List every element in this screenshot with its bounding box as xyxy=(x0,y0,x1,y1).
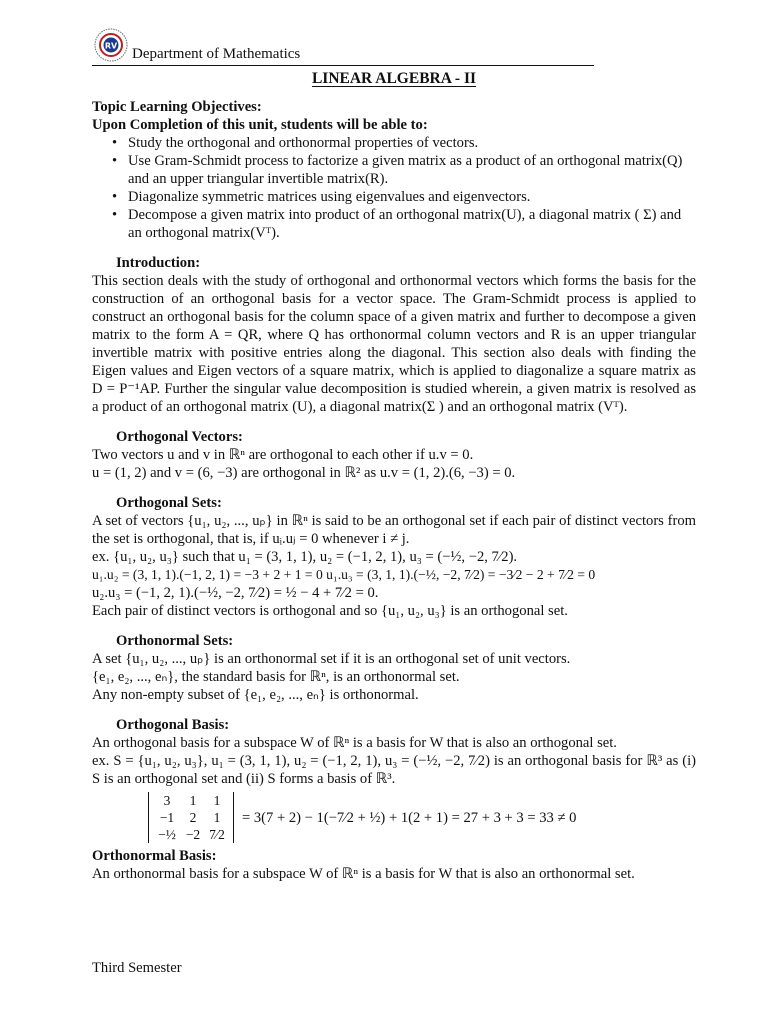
determinant-matrix xyxy=(148,792,234,843)
orthonormal-basis-text: An orthonormal basis for a subspace W of ℝⁿ is a basis for W that is also an orthonormal set. xyxy=(92,866,635,882)
orthogonal-sets-line: ex. {u₁, u₂, u₃} such that u₁ = (3, 1, 1), u₂ = (−1, 2, 1), u₃ = (−½, −2, 7⁄2). xyxy=(92,549,518,565)
document-page xyxy=(92,28,696,1008)
orthogonal-basis-line: ex. S = {u₁, u₂, u₃}, u₁ = (3, 1, 1), u₂ = (−1, 2, 1), u₃ = (−½, −2, 7⁄2) is an orthogonal basis for ℝ³ as (i) S is an orthogonal set and (ii) S forms a basis of ℝ³. xyxy=(92,753,696,787)
objective-item: • Study the orthogonal and orthonormal properties of vectors. xyxy=(108,134,696,152)
matrix-cell: −2 xyxy=(185,827,201,842)
matrix-cell: −½ xyxy=(158,827,176,842)
orthogonal-sets-heading: Orthogonal Sets: xyxy=(116,495,222,511)
orthonormal-sets-line: Any non-empty subset of {e₁, e₂, ..., eₙ} is orthonormal. xyxy=(92,687,419,703)
header-rule xyxy=(92,65,594,66)
svg-text:RV: RV xyxy=(104,41,118,51)
document-title-text: LINEAR ALGEBRA - II xyxy=(311,70,477,87)
matrix-cell: −1 xyxy=(159,810,175,825)
main-content xyxy=(92,98,696,883)
orthogonal-sets-line: u₂.u₃ = (−1, 2, 1).(−½, −2, 7⁄2) = ½ − 4 + 7⁄2 = 0. xyxy=(92,585,379,601)
orthogonal-vectors-line: u = (1, 2) and v = (6, −3) are orthogonal in ℝ² as u.v = (1, 2).(6, −3) = 0. xyxy=(92,465,516,481)
orthogonal-sets-line: u₁.u₂ = (3, 1, 1).(−1, 2, 1) = −3 + 2 + 1 = 0 u₁.u₃ = (3, 1, 1).(−½, −2, 7⁄2) = −3⁄2 − 2 + 7⁄2 = 0 xyxy=(92,567,596,582)
objective-item: • Diagonalize symmetric matrices using eigenvalues and eigenvectors. xyxy=(108,188,696,206)
university-logo-icon xyxy=(94,28,128,62)
orthogonal-vectors-line: Two vectors u and v in ℝⁿ are orthogonal to each other if u.v = 0. xyxy=(92,447,474,463)
page-header xyxy=(92,28,696,68)
determinant-equation xyxy=(148,792,696,843)
matrix-cell: 1 xyxy=(213,793,221,808)
matrix-cell: 1 xyxy=(189,793,197,808)
orthonormal-basis-heading: Orthonormal Basis: xyxy=(92,848,217,864)
introduction-text: This section deals with the study of orthogonal and orthonormal vectors which forms the basis for the construction of an orthogonal basis for a vector space. The Gram-Schmidt process is applied to construct an orthogonal basis for the column space of a given matrix and further to decompose a given matrix to the form A = QR, where Q has orthonormal column vectors and R is an upper triangular invertible matrix with positive entries along the diagonal. This section also deals with finding the Eigen values and Eigen vectors of a square matrix, which is applied to diagonalize a square matrix as D = P⁻¹AP. Further the singular value decomposition is studied wherein, a given matrix is resolved as a product of an orthogonal matrix (U), a diagonal matrix(Σ ) and an orthogonal matrix (Vᵀ). xyxy=(92,273,696,415)
matrix-cell: 1 xyxy=(213,810,221,825)
matrix-cell: 3 xyxy=(163,793,171,808)
determinant-result: = 3(7 + 2) − 1(−7⁄2 + ½) + 1(2 + 1) = 27 + 3 + 3 = 33 ≠ 0 xyxy=(242,809,577,826)
orthonormal-sets-line: {e₁, e₂, ..., eₙ}, the standard basis for ℝⁿ, is an orthonormal set. xyxy=(92,669,460,685)
matrix-cell: 7⁄2 xyxy=(209,827,225,842)
objectives-list xyxy=(108,134,696,242)
orthogonal-sets-line: A set of vectors {u₁, u₂, ..., uₚ} in ℝⁿ is said to be an orthogonal set if each pair of distinct vectors from the set is orthogonal, that is, if uᵢ.uⱼ = 0 whenever i ≠ j. xyxy=(92,513,696,547)
matrix-cell: 2 xyxy=(189,810,197,825)
orthonormal-sets-line: A set {u₁, u₂, ..., uₚ} is an orthonormal set if it is an orthogonal set of unit vectors. xyxy=(92,651,571,667)
orthogonal-basis-heading: Orthogonal Basis: xyxy=(116,717,230,733)
objectives-subheading: Upon Completion of this unit, students will be able to: xyxy=(92,117,428,133)
orthogonal-vectors-heading: Orthogonal Vectors: xyxy=(116,429,243,445)
objectives-heading: Topic Learning Objectives: xyxy=(92,99,262,115)
orthogonal-basis-line: An orthogonal basis for a subspace W of ℝⁿ is a basis for W that is also an orthogonal set. xyxy=(92,735,617,751)
department-name: Department of Mathematics xyxy=(132,46,301,62)
introduction-heading: Introduction: xyxy=(116,255,201,271)
page-footer: Third Semester xyxy=(92,960,182,976)
objective-item: • Use Gram-Schmidt process to factorize a given matrix as a product of an orthogonal matrix(Q) and an upper triangular invertible matrix(R). xyxy=(108,152,696,188)
objective-item: • Decompose a given matrix into product of an orthogonal matrix(U), a diagonal matrix ( Σ) and an orthogonal matrix(Vᵀ). xyxy=(108,206,696,242)
orthonormal-sets-heading: Orthonormal Sets: xyxy=(116,633,234,649)
orthogonal-sets-line: Each pair of distinct vectors is orthogonal and so {u₁, u₂, u₃} is an orthogonal set. xyxy=(92,603,568,619)
document-title xyxy=(92,70,696,88)
